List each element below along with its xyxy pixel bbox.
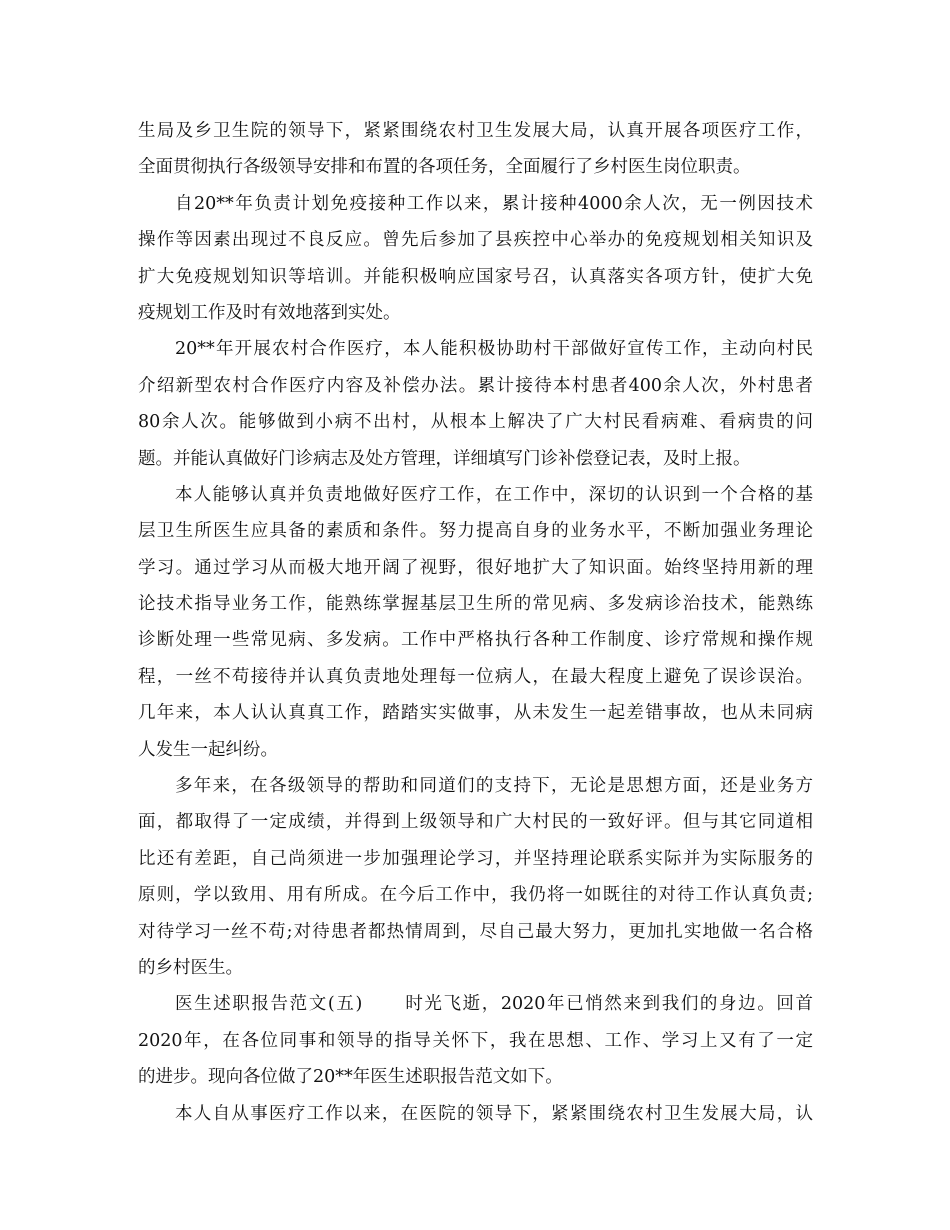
text-line: 的乡村医生。 — [138, 957, 243, 978]
text-line: 层卫生所医生应具备的素质和条件。努力提高自身的业务水平，不断加强业务理论 — [138, 521, 813, 542]
text-line: 生局及乡卫生院的领导下，紧紧围绕农村卫生发展大局，认真开展各项医疗工作， — [138, 121, 813, 141]
paragraph-first-line: 本人自从事医疗工作以来，在医院的领导下，紧紧围绕农村卫生发展大局，认 — [175, 1103, 813, 1124]
section-heading-line: 医生述职报告范文(五) 时光飞逝，2020年已悄然来到我们的身边。回首 — [175, 994, 813, 1015]
text-line: 80余人次。能够做到小病不出村，从根本上解决了广大村民看病难、看病贵的问 — [138, 412, 813, 433]
text-line: 疫规划工作及时有效地落到实处。 — [138, 302, 401, 323]
text-line: 诊断处理一些常见病、多发病。工作中严格执行各种工作制度、诊疗常规和操作规 — [138, 630, 813, 651]
text-line: 原则，学以致用、用有所成。在今后工作中，我仍将一如既往的对待工作认真负责; — [138, 885, 813, 906]
text-line: 几年来，本人认认真真工作，踏踏实实做事，从未发生一起差错事故，也从未同病 — [138, 703, 813, 724]
text-line: 人发生一起纠纷。 — [138, 739, 278, 760]
text-line: 全面贯彻执行各级领导安排和布置的各项任务，全面履行了乡村医生岗位职责。 — [138, 157, 751, 178]
text-line: 扩大免疫规划知识等培训。并能积极响应国家号召，认真落实各项方针，使扩大免 — [138, 266, 813, 287]
text-line: 论技术指导业务工作，能熟练掌握基层卫生所的常见病、多发病诊治技术，能熟练 — [138, 594, 813, 615]
text-line: 题。并能认真做好门诊病志及处方管理，详细填写门诊补偿登记表，及时上报。 — [138, 448, 751, 469]
text-line: 对待学习一丝不苟;对待患者都热情周到，尽自己最大努力，更加扎实地做一名合格 — [138, 921, 813, 942]
text-line: 的进步。现向各位做了20**年医生述职报告范文如下。 — [138, 1067, 563, 1088]
paragraph-first-line: 多年来，在各级领导的帮助和同道们的支持下，无论是思想方面，还是业务方 — [175, 776, 813, 797]
paragraph-first-line: 本人能够认真并负责地做好医疗工作，在工作中，深切的认识到一个合格的基 — [175, 484, 813, 505]
text-line: 操作等因素出现过不良反应。曾先后参加了县疾控中心举办的免疫规划相关知识及 — [138, 230, 813, 251]
text-line: 比还有差距，自己尚须进一步加强理论学习，并坚持理论联系实际并为实际服务的 — [138, 848, 813, 869]
text-line: 面，都取得了一定成绩，并得到上级领导和广大村民的一致好评。但与其它同道相 — [138, 812, 813, 833]
text-line: 介绍新型农村合作医疗内容及补偿办法。累计接待本村患者400余人次，外村患者 — [138, 375, 813, 396]
text-line: 学习。通过学习从而极大地开阔了视野，很好地扩大了知识面。始终坚持用新的理 — [138, 557, 813, 578]
text-line: 2020年，在各位同事和领导的指导关怀下，我在思想、工作、学习上又有了一定 — [138, 1030, 813, 1051]
paragraph-first-line: 20**年开展农村合作医疗，本人能积极协助村干部做好宣传工作，主动向村民 — [175, 339, 813, 360]
document-body — [138, 113, 813, 1132]
text-line: 程，一丝不苟接待并认真负责地处理每一位病人，在最大程度上避免了误诊误治。 — [138, 666, 813, 687]
paragraph-first-line: 自20**年负责计划免疫接种工作以来，累计接种4000余人次，无一例因技术 — [175, 193, 813, 214]
